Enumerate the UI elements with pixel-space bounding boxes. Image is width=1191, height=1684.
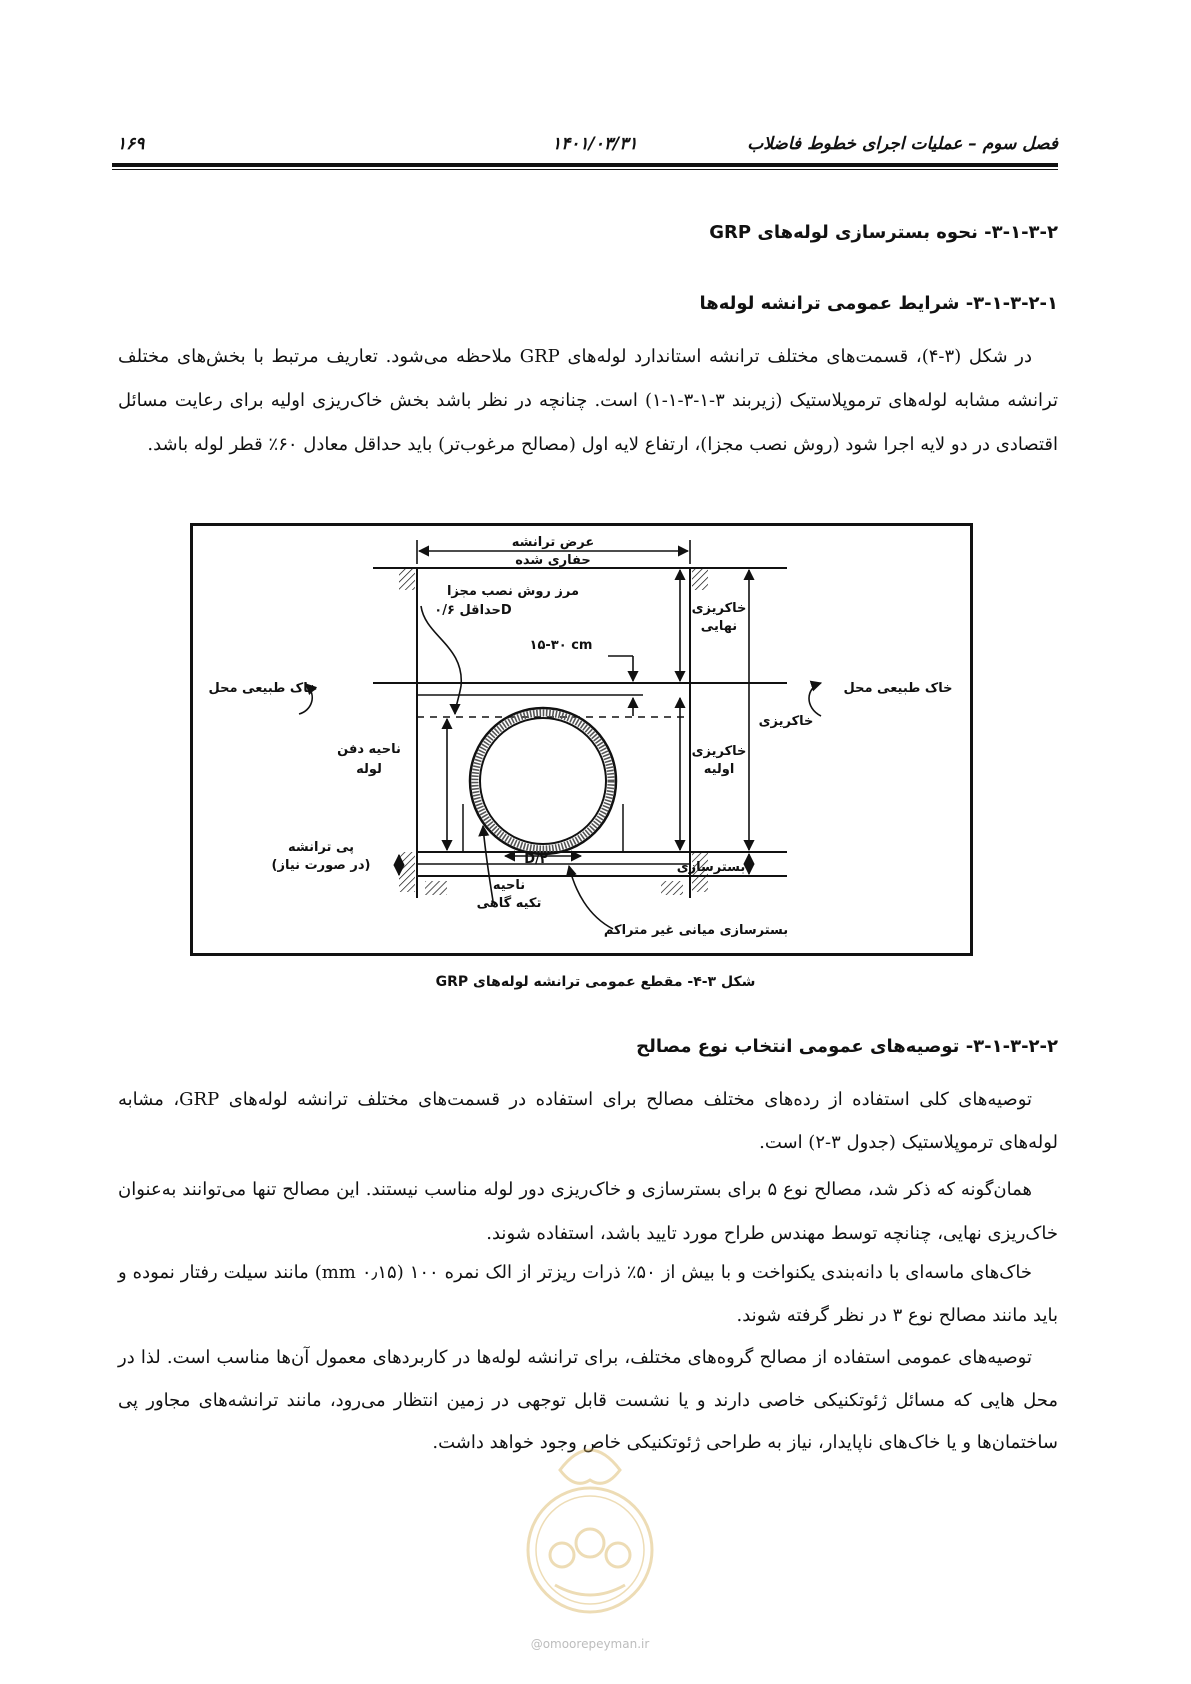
pipe-inner [480, 718, 606, 844]
native-soil-right: خاک طبیعی محل [843, 681, 953, 696]
figure-caption: شکل ۳-۴- مقطع عمومی ترانشه لوله‌های GRP [435, 974, 756, 990]
paragraph-type5 [118, 1168, 1058, 1256]
trench-diagram [193, 526, 970, 953]
header-rule [112, 163, 1058, 170]
paragraph-trench [118, 335, 1058, 467]
final-backfill-line2: نهایی [700, 619, 738, 634]
pipe-wall [475, 713, 611, 849]
paragraph-text: توصیه‌های عمومی استفاده از مصالح گروه‌های مختلف، برای ترانشه لوله‌ها در کاربردهای معمول آن‌ها مناسب است. لذا در محل هایی که مسائل ژئوتکنیکی خاصی دارند و یا نشست قابل توجهی در زمین انتظار می‌رود، مانند ترانشه‌های مجاور پی ساختمان‌ها و یا خاک‌های ناپایدار، نیاز به طراحی ژئوتکنیکی خاص وجود خواهد داشت. [118, 1347, 1058, 1453]
bedding-label: بسترسازی [676, 860, 746, 875]
backfill-label: خاکریزی [758, 714, 814, 729]
dim-15-30: ۱۵-۳۰ cm [529, 638, 593, 653]
section-heading-materials: ۳-۱-۳-۲-۲- توصیه‌های عمومی انتخاب نوع مصالح [636, 1036, 1058, 1057]
watermark-url: @omoorepeyman.ir [530, 1637, 650, 1651]
trench-figure [190, 523, 973, 956]
haunch-line2: تکیه گاهی [476, 896, 542, 911]
header-date: ۱۴۰۱/۰۳/۳۱ [552, 134, 638, 154]
boundary-line2: حداقل ۰/۶D [434, 603, 512, 618]
final-backfill-line1: خاکریزی [691, 601, 747, 616]
paragraph-text: خاک‌های ماسه‌ای با دانه‌بندی یکنواخت و با بیش از ۵۰٪ ذرات ریزتر از الک نمره ۱۰۰ (۰٫۱۵ mm) مانند سیلت رفتار نموده و باید مانند مصالح نوع ۳ در نظر گرفته شوند. [118, 1262, 1058, 1326]
paragraph-text: همان‌گونه که ذکر شد، مصالح نوع ۵ برای بسترسازی و خاک‌ریزی دور لوله مناسب نیستند. این مصالح تنها می‌توانند به‌عنوان خاک‌ریزی نهایی، چنانچه توسط مهندس طراح مورد تایید باشد، استفاده شوند. [118, 1179, 1058, 1244]
chapter-title: فصل سوم – عملیات اجرای خطوط فاضلاب [747, 134, 1058, 154]
section-heading-bedding: ۳-۱-۳-۲- نحوه بسترسازی لوله‌های GRP [709, 222, 1058, 243]
embedment-line1: ناحیه دفن [337, 742, 401, 757]
trench-width-line2: حفاری شده [515, 553, 591, 568]
boundary-line1: مرز روش نصب مجزا [446, 584, 580, 599]
paragraph-sandy-soils [118, 1252, 1058, 1337]
pipe-outer [470, 708, 616, 854]
section-heading-trench: ۳-۱-۳-۲-۱- شرایط عمومی ترانشه لوله‌ها [699, 293, 1058, 314]
watermark-logo [500, 1435, 680, 1635]
foundation-line1: پی ترانشه [288, 840, 354, 855]
native-soil-left: خاک طبیعی محل [208, 681, 318, 696]
initial-backfill-line2: اولیه [703, 762, 735, 777]
haunch-line1: ناحیه [492, 878, 526, 893]
paragraph-recommendations [118, 1079, 1058, 1164]
uncompacted-bedding-label: بسترسازی میانی غیر متراکم [603, 923, 789, 938]
paragraph-text: توصیه‌های کلی استفاده از رده‌های مختلف مصالح برای استفاده در قسمت‌های مختلف ترانشه لوله‌های GRP، مشابه لوله‌های ترموپلاستیک (جدول ۳-۲) است. [118, 1089, 1058, 1153]
initial-backfill-line1: خاکریزی [691, 744, 747, 759]
trench-width-line1: عرض ترانشه [511, 535, 595, 550]
embedment-line2: لوله [356, 762, 382, 777]
paragraph-text: در شکل (۳-۴)، قسمت‌های مختلف ترانشه استاندارد لوله‌های GRP ملاحظه می‌شود. تعاریف مرتبط با بخش‌های مختلف ترانشه مشابه لوله‌های ترموپلاستیک (زیربند ۳-۱-۳-۱-۱) است. چنانچه در نظر باشد بخش خاک‌ریزی اولیه برای رعایت مسائل اقتصادی در دو لایه اجرا شود (روش نصب مجزا)، ارتفاع لایه اول (مصالح مرغوب‌تر) باید حداقل معادل ۶۰٪ قطر لوله باشد. [118, 346, 1058, 455]
page-number: ۱۶۹ [117, 134, 145, 154]
foundation-line2: (در صورت نیاز) [271, 858, 371, 873]
d-half-label: D/۲ [524, 852, 548, 867]
